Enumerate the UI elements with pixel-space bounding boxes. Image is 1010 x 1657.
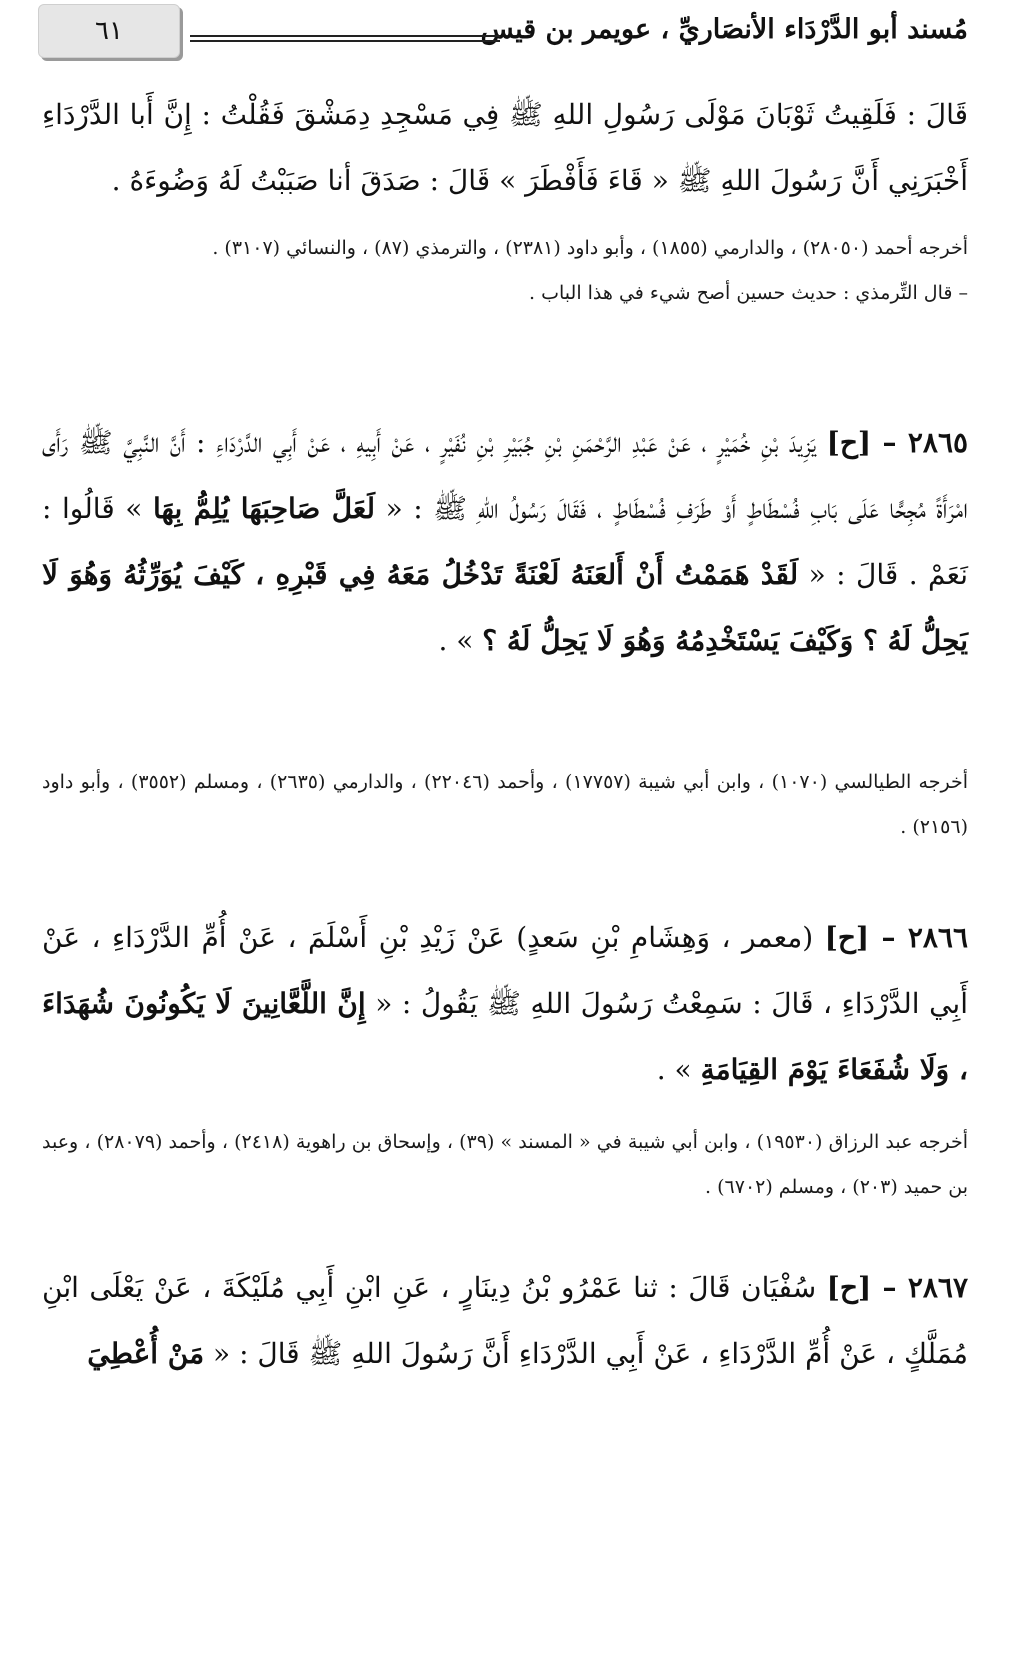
page-header: [0, 0, 1010, 70]
hadith-number: ٢٨٦٧ – [ح]: [826, 1271, 968, 1304]
hadith-matn-bold: لَقَدْ هَمَمْتُ أَنْ أَلعَنَهُ لَعْنَةً تَدْخُلُ مَعَهُ فِي قَبْرِهِ ، كَيْفَ يُوَرِّثُهُ وَهُوَ لَا يَحِلُّ لَهُ ؟ وَكَيْفَ يَسْتَخْدِمُهُ وَهُوَ لَا يَحِلُّ لَهُ ؟: [42, 558, 968, 657]
page-number: ٦١: [38, 4, 180, 58]
hadith-isnad: سُفْيَان قَالَ : ثنا عَمْرُو بْنُ دِينَارٍ ، عَنِ ابْنِ أَبِي مُلَيْكَةَ ، عَنْ يَعْلَى ابْنِ مُمَلَّكٍ ، عَنْ أُمِّ الدَّرْدَاءِ ، عَنْ أَبِي الدَّرْدَاءِ أَنَّ رَسُولَ اللهِ ﷺ قَالَ : «: [42, 1271, 968, 1370]
hadith-text-mid: » قَالُوا : نَعَمْ . قَالَ : «: [42, 492, 968, 591]
hadith-text-end: » .: [438, 624, 474, 657]
tirmidhi-remark: – قال التِّرمذي : حديث حسين أصح شيء في هذا الباب .: [529, 282, 968, 304]
footnote-2866: أخرجه عبد الرزاق (١٩٥٣٠) ، وابن أبي شيبة في « المسند » (٣٩) ، وإسحاق بن راهوية (٢٤١٨) ، وأحمد (٢٨٠٧٩) ، وعبد بن حميد (٢٠٣) ، ومسلم (٦٧٠٢) .: [42, 1131, 969, 1198]
footnote-block: [42, 226, 968, 316]
takhrij-note: أخرجه أحمد (٢٨٠٥٠) ، والدارمي (١٨٥٥) ، وأبو داود (٢٣٨١) ، والترمذي (٨٧) ، والنسائي (٣١٠٧) .: [212, 237, 968, 259]
hadith-isnad: (معمر ، وَهِشَامِ بْنِ سَعدٍ) عَنْ زَيْدِ بْنِ أَسْلَمَ ، عَنْ أُمِّ الدَّرْدَاءِ ، عَنْ أَبِي الدَّرْدَاءِ ، قَالَ : سَمِعْتُ رَسُولَ اللهِ ﷺ يَقُولُ : «: [42, 921, 968, 1020]
header-rule: [190, 35, 500, 42]
hadith-2866: [42, 905, 968, 1103]
hadith-2865: [42, 410, 968, 674]
hadith-matn-bold: مَنْ أُعْطِيَ: [87, 1337, 205, 1370]
hadith-text-end: » .: [656, 1053, 692, 1086]
hadith-text-continuation: [42, 82, 968, 214]
hadith-number: ٢٨٦٦ – [ح]: [824, 921, 968, 954]
hadith-text: قَالَ : فَلَقِيتُ ثَوْبَانَ مَوْلَى رَسُولِ اللهِ ﷺ فِي مَسْجِدِ دِمَشْقَ فَقُلْتُ : إِنَّ أَبا الدَّرْدَاءِ أَخْبَرَنِي أَنَّ رَسُولَ اللهِ ﷺ « قَاءَ فَأَفْطَرَ » قَالَ : صَدَقَ أنا صَبَبْتُ لَهُ وَضُوءَهُ .: [42, 98, 968, 197]
hadith-matn-bold: لَعَلَّ صَاحِبَهَا يُلِمُّ بِهَا: [153, 492, 375, 525]
hadith-isnad: يَزِيدَ بْنِ خُمَيْرٍ ، عَنْ عَبْدِ الرَّحْمَنِ بْنِ جُبَيْرِ بْنِ نُفَيْرٍ ، عَنْ أَبِيهِ ، عَنْ أَبِي الدَّرْدَاءِ : أَنَّ النَّبِيَّ ﷺ رَأَى امْرَأَةً مُجِحًّا عَلَى بَابِ فُسْطَاطٍ أَوْ طَرَفِ فُسْطَاطٍ ، فَقَالَ رَسُولُ اللهِ ﷺ : «: [42, 426, 969, 525]
footnote-2865: أخرجه الطيالسي (١٠٧٠) ، وابن أبي شيبة (١٧٧٥٧) ، وأحمد (٢٢٠٤٦) ، والدارمي (٢٦٣٥) ، ومسلم (٣٥٥٢) ، وأبو داود (٢١٥٦) .: [42, 771, 968, 838]
hadith-number: ٢٨٦٥ – [ح]: [826, 426, 969, 459]
hadith-2867: [42, 1255, 968, 1387]
running-title: مُسند أبو الدَّرْدَاء الأنصَاريِّ ، عويمر بن قيس: [480, 14, 968, 45]
hadith-matn-bold: إِنَّ اللَّعَّانِينَ لَا يَكُونُونَ شُهَدَاءَ ، وَلَا شُفَعَاءَ يَوْمَ القِيَامَةِ: [42, 987, 968, 1086]
